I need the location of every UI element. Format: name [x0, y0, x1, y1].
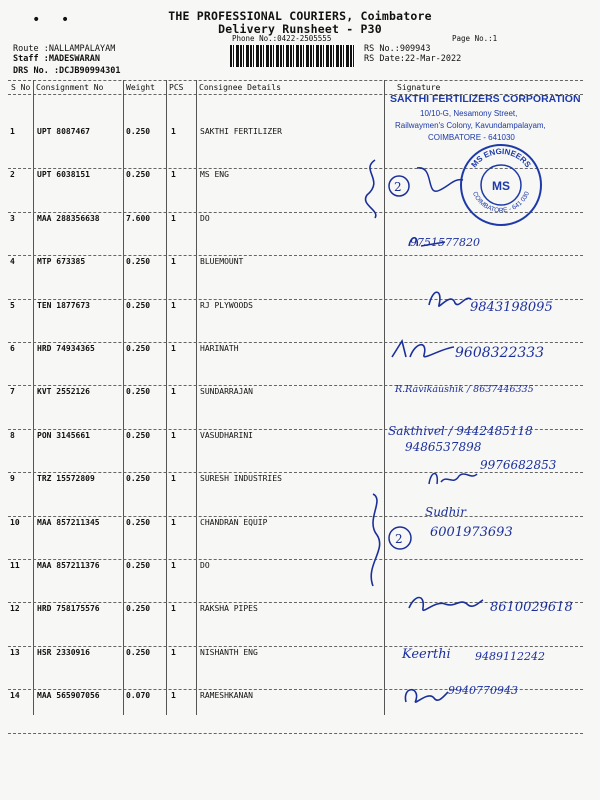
row-sno: 7 [10, 387, 15, 397]
row-consignee: MS ENG [200, 170, 229, 180]
row-divider [8, 342, 583, 343]
row-consignee: CHANDRAN EQUIP [200, 517, 268, 527]
page-number: Page No.:1 [452, 34, 498, 43]
row-weight: 0.250 [126, 170, 151, 180]
row-sno: 11 [10, 561, 20, 570]
row-weight: 0.250 [126, 127, 151, 136]
row-consignment-no: KVT 2552126 [37, 387, 90, 397]
row-consignment-no: PON 3145661 [37, 430, 90, 440]
row-sno: 9 [10, 474, 15, 484]
signature-row4 [405, 232, 450, 252]
handwriting-row4: 9751577820 [410, 236, 480, 249]
col-pcs: PCS [169, 83, 184, 92]
row-divider [8, 516, 583, 517]
runsheet-title: Delivery Runsheet - P30 [218, 22, 382, 36]
row-consignment-no: MAA 857211376 [37, 561, 100, 570]
handwriting-row9b: 9486537898 [405, 440, 482, 454]
col-signature: Signature [397, 83, 441, 92]
row-consignment-no: MAA 288356638 [37, 213, 100, 223]
signature-row14 [400, 682, 450, 712]
row-weight: 0.250 [126, 387, 151, 397]
row-sno: 5 [10, 300, 15, 310]
ms-engineers-seal [458, 142, 544, 228]
table-row [0, 561, 600, 605]
handwriting-row13b: 9489112242 [475, 650, 545, 663]
stamp-line1: 10/10-G, Nesamony Street, [420, 109, 518, 118]
row-sno: 10 [10, 517, 20, 527]
row-consignee: SURESH INDUSTRIES [200, 474, 282, 484]
drs-number: DRS No. :DCJB90994301 [13, 66, 121, 76]
row-pcs: 1 [171, 213, 176, 223]
handwriting-row11: 6001973693 [430, 525, 513, 540]
row-consignee: NISHANTH ENG [200, 647, 258, 657]
row-pcs: 1 [171, 517, 176, 527]
row-divider [8, 559, 583, 560]
row-weight: 0.250 [126, 300, 151, 310]
handwriting-row10a: 9976682853 [480, 458, 557, 472]
row-pcs: 1 [171, 127, 176, 136]
row-divider [8, 733, 583, 734]
row-consignment-no: UPT 8087467 [37, 127, 90, 136]
table-row [0, 257, 600, 301]
table-row [0, 691, 600, 735]
row-divider [8, 646, 583, 647]
header-top-rule [8, 80, 583, 81]
row-weight: 0.250 [126, 604, 151, 614]
handwriting-row7: 9608322333 [455, 345, 545, 361]
handwriting-row6: 9843198095 [470, 300, 553, 315]
row-pcs: 1 [171, 257, 176, 267]
seal-top-text: MS ENGINEERS [469, 146, 533, 170]
row-sno: 14 [10, 691, 20, 701]
row-consignment-no: MAA 857211345 [37, 517, 100, 527]
svg-text:2: 2 [394, 180, 402, 194]
barcode [230, 45, 355, 67]
signature-row9 [425, 466, 480, 491]
row-weight: 0.250 [126, 561, 151, 570]
stamp-company: SAKTHI FERTILIZERS CORPORATION [390, 93, 581, 105]
row-pcs: 1 [171, 430, 176, 440]
row-consignee: SAKTHI FERTILIZER [200, 127, 282, 136]
row-divider [8, 472, 583, 473]
row-sno: 13 [10, 647, 20, 657]
row-consignment-no: HRD 758175576 [37, 604, 100, 614]
row-consignment-no: HRD 74934365 [37, 344, 95, 353]
row-consignee: BLUEMOUNT [200, 257, 244, 267]
stamp-line2: Railwaymen's Colony, Kavundampalayam, [395, 121, 546, 130]
row-weight: 0.250 [126, 257, 151, 267]
row-consignment-no: HSR 2330916 [37, 647, 90, 657]
handwriting-row9a: Sakthivel / 9442485118 [388, 424, 533, 438]
row-weight: 0.250 [126, 517, 151, 527]
handwriting-row14: 9940770943 [448, 684, 518, 697]
row-weight: 7.600 [126, 213, 151, 223]
row-consignment-no: UPT 6038151 [37, 170, 90, 180]
svg-text:2: 2 [395, 532, 403, 546]
row-sno: 4 [10, 257, 15, 267]
col-consignment: Consignment No [36, 83, 104, 92]
seal-center-text: MS [492, 179, 510, 193]
row-divider [8, 255, 583, 256]
handwriting-row10b: Sudhir [425, 505, 466, 519]
col-weight: Weight [126, 83, 155, 92]
handwriting-row13a: Keerthi [402, 647, 451, 662]
row-consignment-no: TEN 1877673 [37, 300, 90, 310]
row-sno: 1 [10, 127, 15, 136]
svg-text:COIMBATORE - 641 030 [471, 190, 531, 214]
row-weight: 0.250 [126, 474, 151, 484]
scan-dots: • • [32, 12, 76, 28]
signature-scribble-row3 [355, 150, 465, 220]
col-sno: S No [11, 83, 31, 92]
row-pcs: 1 [171, 170, 176, 180]
row-pcs: 1 [171, 604, 176, 614]
seal-bottom-text: COIMBATORE - 641 030 [470, 190, 532, 215]
row-consignee: HARINATH [200, 344, 239, 353]
stamp-line3: COIMBATORE - 641030 [428, 133, 515, 142]
row-weight: 0.070 [126, 691, 151, 701]
row-pcs: 1 [171, 647, 176, 657]
signature-row6 [425, 285, 475, 313]
row-consignee: RAKSHA PIPES [200, 604, 258, 614]
row-sno: 3 [10, 213, 15, 223]
phone-number: Phone No.:0422-2505555 [232, 34, 332, 43]
row-pcs: 1 [171, 300, 176, 310]
rs-date: RS Date:22-Mar-2022 [364, 54, 462, 64]
handwriting-row12: 8610029618 [490, 600, 573, 615]
row-consignment-no: TRZ 15572809 [37, 474, 95, 484]
row-consignee: DO [200, 213, 210, 223]
table-row [0, 474, 600, 518]
row-pcs: 1 [171, 561, 176, 570]
staff: Staff :MADESWARAN [13, 54, 100, 64]
row-consignee: RJ PLYWOODS [200, 300, 253, 310]
row-weight: 0.250 [126, 344, 151, 353]
svg-text:MS ENGINEERS [469, 147, 532, 170]
row-consignment-no: MAA 565907056 [37, 691, 100, 701]
handwriting-row8: R.Ravikaushik / 8637446335 [395, 384, 534, 395]
row-sno: 8 [10, 430, 15, 440]
row-pcs: 1 [171, 691, 176, 701]
rs-number: RS No.:909943 [364, 44, 431, 54]
company-title: THE PROFESSIONAL COURIERS, Coimbatore [168, 9, 432, 23]
row-consignee: RAMESHKANAN [200, 691, 253, 701]
route: Route :NALLAMPALAYAM [13, 44, 116, 54]
signature-row7 [388, 337, 458, 362]
row-consignee: SUNDARRAJAN [200, 387, 253, 397]
row-pcs: 1 [171, 474, 176, 484]
col-consignee: Consignee Details [199, 83, 281, 92]
row-pcs: 1 [171, 344, 176, 353]
row-sno: 2 [10, 170, 15, 180]
row-sno: 6 [10, 344, 15, 353]
row-consignee: VASUDHARINI [200, 430, 253, 440]
row-consignment-no: MTP 673385 [37, 257, 86, 267]
row-consignee: DO [200, 561, 210, 570]
row-pcs: 1 [171, 387, 176, 397]
row-sno: 12 [10, 604, 20, 614]
signature-row12 [405, 590, 485, 620]
row-weight: 0.250 [126, 647, 151, 657]
row-weight: 0.250 [126, 430, 151, 440]
